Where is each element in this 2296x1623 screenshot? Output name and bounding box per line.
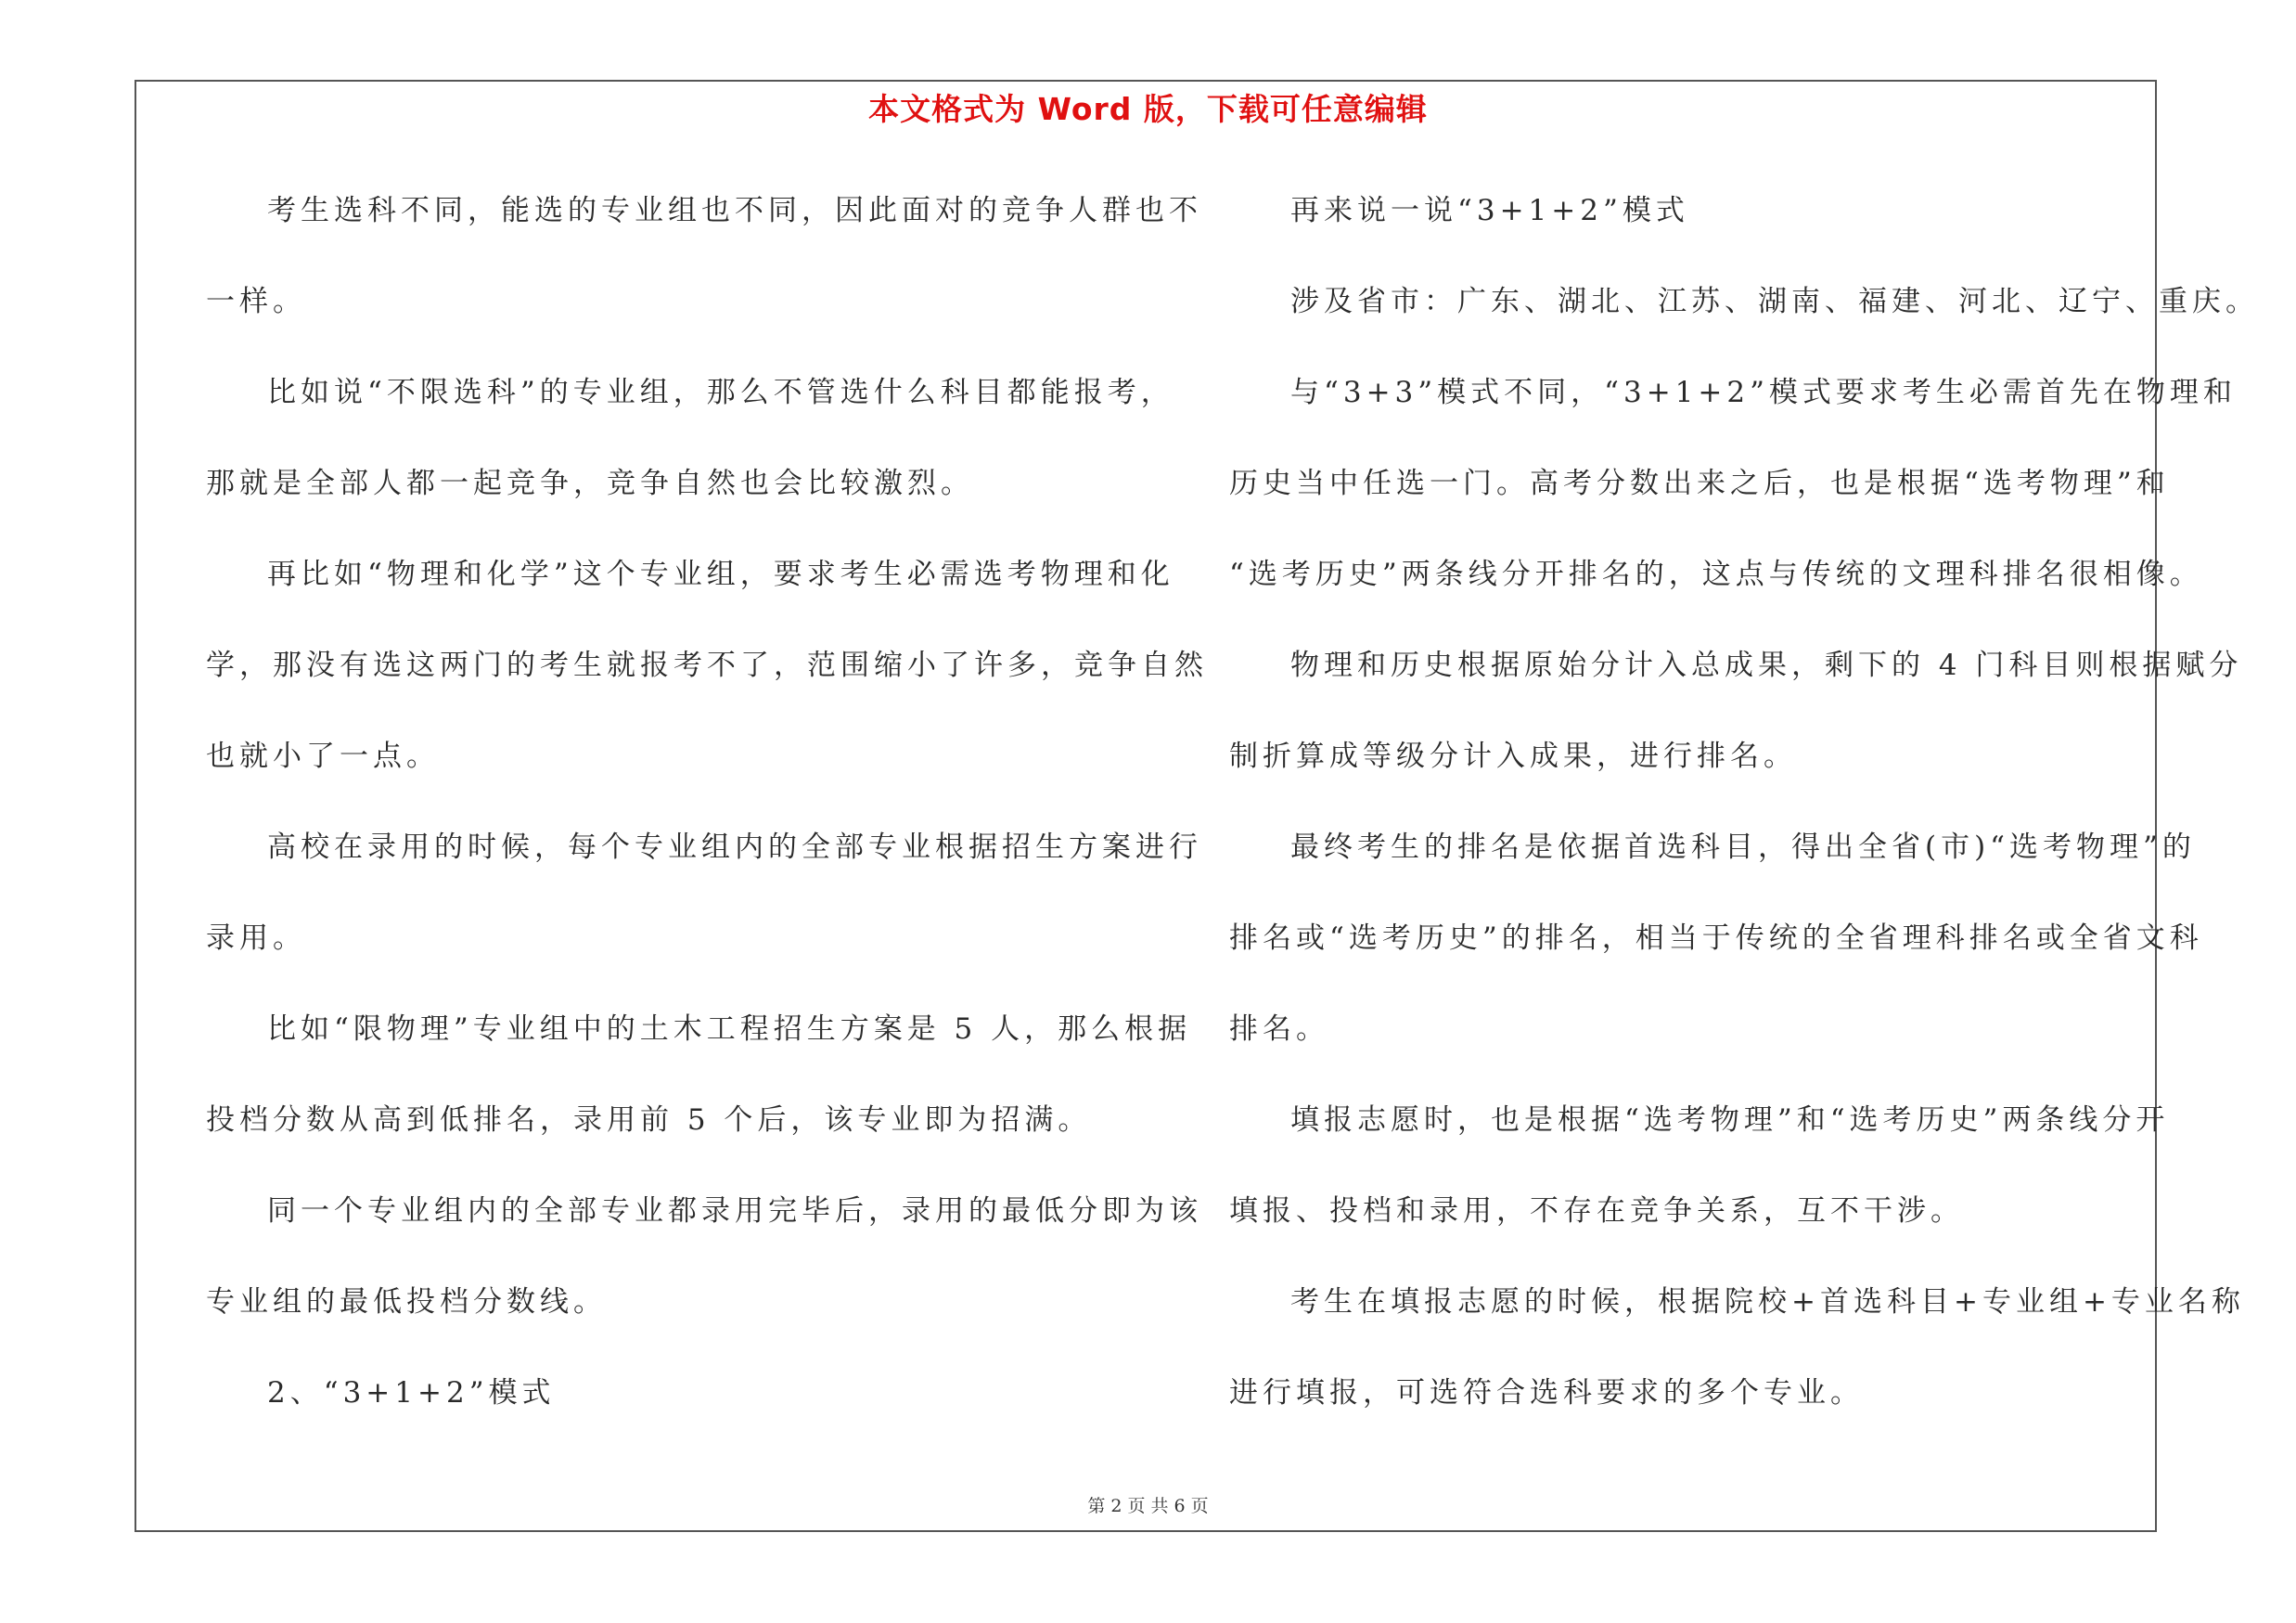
- text-line: 比如“限物理”专业组中的土木工程招生方案是 5 人，那么根据: [267, 1012, 1192, 1046]
- text-line: 再比如“物理和化学”这个专业组，要求考生必需选考物理和化: [267, 558, 1174, 591]
- text-line: 物理和历史根据原始分计入总成果，剩下的 4 门科目则根据赋分: [1290, 649, 2243, 682]
- text-line: 比如说“不限选科”的专业组，那么不管选什么科目都能报考，: [267, 376, 1174, 409]
- page-number: 第 2 页 共 6 页: [1087, 1496, 1209, 1516]
- text-line: 一样。: [206, 285, 306, 318]
- editable-notice-banner: 本文格式为 Word 版，下载可任意编辑: [868, 91, 1428, 127]
- text-line: 那就是全部人都一起竞争，竞争自然也会比较激烈。: [206, 467, 974, 500]
- text-line: 专业组的最低投档分数线。: [206, 1285, 607, 1319]
- right-text-column: [1229, 187, 2259, 1461]
- text-line: 排名或“选考历史”的排名，相当于传统的全省理科排名或全省文科: [1229, 921, 2203, 955]
- text-line: 填报、投档和录用，不存在竞争关系，互不干涉。: [1229, 1194, 1964, 1228]
- text-line: “选考历史”两条线分开排名的，这点与传统的文理科排名很相像。: [1229, 558, 2203, 591]
- text-line: 也就小了一点。: [206, 740, 440, 773]
- text-line: 再来说一说“3+1+2”模式: [1290, 194, 1689, 227]
- text-line: 涉及省市：广东、湖北、江苏、湖南、福建、河北、辽宁、重庆。: [1290, 285, 2259, 318]
- text-line: 高校在录用的时候，每个专业组内的全部专业根据招生方案进行: [267, 831, 1202, 864]
- text-line: 排名。: [1229, 1012, 1329, 1046]
- text-line: 学，那没有选这两门的考生就报考不了，范围缩小了许多，竞争自然: [206, 649, 1208, 682]
- text-line: 录用。: [206, 921, 306, 955]
- text-line: 制折算成等级分计入成果，进行排名。: [1229, 740, 1797, 773]
- text-line: 考生选科不同，能选的专业组也不同，因此面对的竞争人群也不: [267, 194, 1202, 227]
- text-line: 最终考生的排名是依据首选科目，得出全省(市)“选考物理”的: [1290, 831, 2196, 864]
- left-text-column: [206, 187, 1208, 1461]
- text-line: 历史当中任选一门。高考分数出来之后，也是根据“选考物理”和: [1229, 467, 2170, 500]
- text-line: 2、“3+1+2”模式: [267, 1376, 556, 1410]
- text-line: 投档分数从高到低排名，录用前 5 个后，该专业即为招满。: [206, 1103, 1092, 1137]
- text-line: 进行填报，可选符合选科要求的多个专业。: [1229, 1376, 1864, 1410]
- text-line: 考生在填报志愿的时候，根据院校+首选科目+专业组+专业名称: [1290, 1285, 2245, 1319]
- text-line: 同一个专业组内的全部专业都录用完毕后，录用的最低分即为该: [267, 1194, 1202, 1228]
- text-line: 填报志愿时，也是根据“选考物理”和“选考历史”两条线分开: [1290, 1103, 2170, 1137]
- text-line: 与“3+3”模式不同，“3+1+2”模式要求考生必需首先在物理和: [1290, 376, 2237, 409]
